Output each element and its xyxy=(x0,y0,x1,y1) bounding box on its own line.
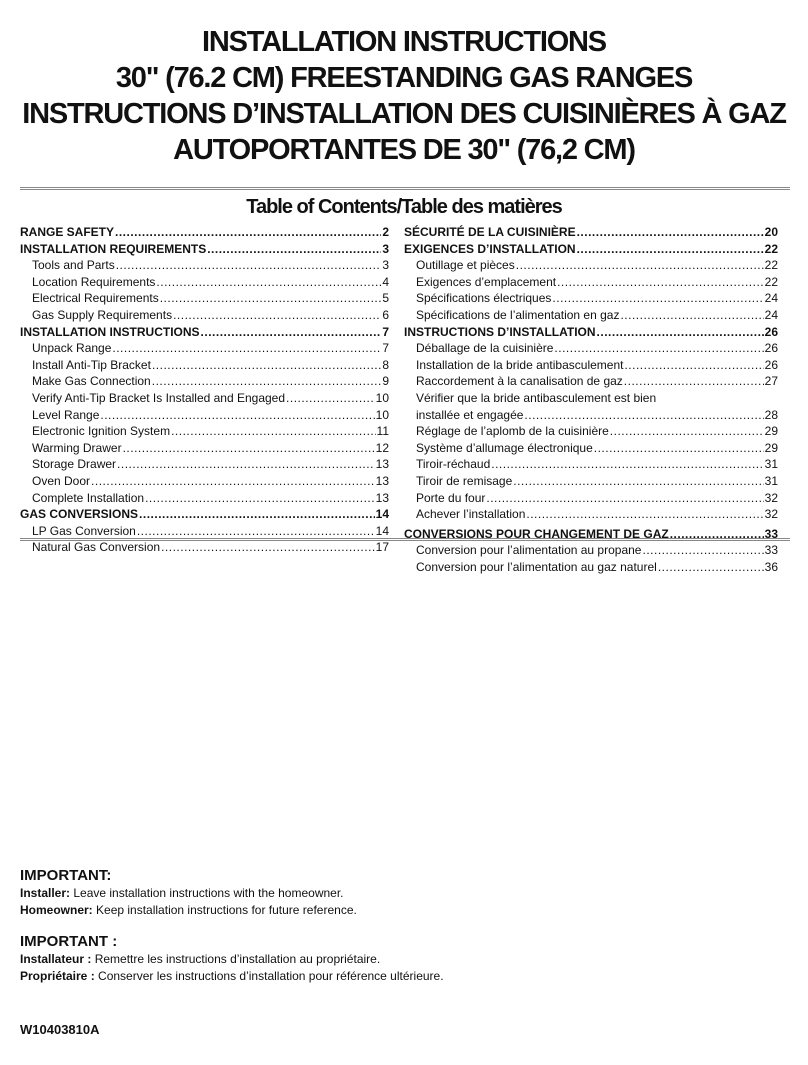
toc-subsection-entry[interactable] xyxy=(404,506,778,523)
toc-subsection-entry[interactable] xyxy=(20,274,389,291)
toc-section-entry[interactable] xyxy=(404,324,778,341)
dot-leader xyxy=(152,373,382,390)
dot-leader xyxy=(624,373,764,390)
proprietaire-text: Conserver les instructions d’installation pour référence ultérieure. xyxy=(94,969,444,983)
toc-subsection-entry[interactable] xyxy=(20,539,389,556)
toc-entry-label: EXIGENCES D’INSTALLATION xyxy=(404,241,576,256)
dot-leader xyxy=(139,506,375,523)
toc-entry-label: Natural Gas Conversion xyxy=(32,540,161,555)
toc-page-number: 24 xyxy=(764,307,778,322)
toc-subsection-entry[interactable] xyxy=(404,456,778,473)
dot-leader xyxy=(201,324,382,341)
dot-leader xyxy=(115,224,381,241)
toc-entry-label: Oven Door xyxy=(32,473,91,488)
toc-page-number: 33 xyxy=(764,526,778,541)
dot-leader xyxy=(161,539,375,556)
toc-page-number: 32 xyxy=(764,507,778,522)
toc-page-number: 14 xyxy=(375,507,389,522)
toc-page-number: 20 xyxy=(764,225,778,239)
installer-note xyxy=(20,885,780,902)
homeowner-note xyxy=(20,902,780,919)
toc-page-number: 14 xyxy=(375,523,389,538)
dot-leader xyxy=(526,506,763,523)
toc-entry-label: Tiroir de remisage xyxy=(416,473,513,488)
toc-entry-label: Electrical Requirements xyxy=(32,291,159,306)
toc-entry-label: Conversion pour l’alimentation au propane xyxy=(416,543,642,558)
toc-subsection-entry[interactable] xyxy=(20,357,389,374)
document-title xyxy=(0,24,808,168)
dot-leader xyxy=(145,490,375,507)
toc-section-entry[interactable] xyxy=(20,241,389,258)
toc-page-number: 36 xyxy=(764,559,778,574)
dot-leader xyxy=(117,456,375,473)
toc-entry-label-line: Vérifier que la bride antibasculement est bien xyxy=(416,390,657,405)
installateur-note xyxy=(20,951,780,968)
toc-page-number: 11 xyxy=(376,424,389,439)
installateur-label: Installateur : xyxy=(20,952,92,966)
toc-entry-label: Electronic Ignition System xyxy=(32,424,171,439)
toc-page-number: 7 xyxy=(382,341,389,356)
part-number: W10403810A xyxy=(20,1022,100,1037)
dot-leader xyxy=(486,490,763,507)
toc-page-number: 27 xyxy=(764,374,778,389)
dot-leader xyxy=(577,241,764,258)
toc-subsection-entry[interactable] xyxy=(404,340,778,357)
toc-page-number: 3 xyxy=(382,241,389,256)
dot-leader xyxy=(610,423,764,440)
toc-subsection-entry[interactable] xyxy=(20,490,389,507)
dot-leader xyxy=(642,542,763,559)
toc-entry-label: INSTALLATION INSTRUCTIONS xyxy=(20,324,200,339)
toc-entry-label: Installation de la bride antibasculement xyxy=(416,357,624,372)
toc-page-number: 9 xyxy=(382,374,389,389)
toc-page-number: 32 xyxy=(764,490,778,505)
dot-leader xyxy=(524,407,763,424)
toc-section-entry[interactable] xyxy=(404,224,778,241)
toc-entry-label: Porte du four xyxy=(416,490,486,505)
toc-subsection-entry[interactable] xyxy=(20,390,389,407)
toc-entry-label: INSTALLATION REQUIREMENTS xyxy=(20,241,207,256)
title-line-3: INSTRUCTIONS D’INSTALLATION DES CUISINIÈRES À GAZ xyxy=(22,98,786,130)
toc-entry-label: Warming Drawer xyxy=(32,440,122,455)
toc-subsection-entry[interactable] xyxy=(404,290,778,307)
toc-entry-label: Tiroir-réchaud xyxy=(416,457,491,472)
proprietaire-label: Propriétaire : xyxy=(20,969,95,983)
toc-page-number: 12 xyxy=(375,440,389,455)
installer-text: Leave installation instructions with the homeowner. xyxy=(70,886,344,900)
toc-page-number: 29 xyxy=(764,440,778,455)
toc-subsection-entry[interactable] xyxy=(20,290,389,307)
toc-entry-label: Achever l’installation xyxy=(416,507,526,522)
toc-page-number: 8 xyxy=(382,357,389,372)
toc-page-number: 5 xyxy=(382,291,389,306)
toc-subsection-entry[interactable] xyxy=(404,473,778,490)
toc-column-french xyxy=(404,224,778,575)
homeowner-label: Homeowner: xyxy=(20,903,93,917)
title-line-2: 30" (76.2 CM) FREESTANDING GAS RANGES xyxy=(115,62,693,94)
toc-entry-label: Spécifications de l’alimentation en gaz xyxy=(416,307,620,322)
toc-subsection-entry[interactable] xyxy=(404,423,778,440)
important-heading-fr: IMPORTANT : xyxy=(20,933,118,950)
toc-subsection-entry[interactable] xyxy=(404,490,778,507)
toc-entry-label: Install Anti-Tip Bracket xyxy=(32,357,151,372)
toc-page-number: 26 xyxy=(764,341,778,356)
toc-subsection-entry[interactable] xyxy=(404,357,778,374)
dot-leader xyxy=(91,473,375,490)
toc-page-number: 3 xyxy=(382,258,389,273)
toc-subsection-entry[interactable] xyxy=(20,307,389,324)
toc-page-number: 10 xyxy=(375,407,389,422)
toc-entry-label: INSTRUCTIONS D’INSTALLATION xyxy=(404,324,596,339)
dot-leader xyxy=(152,357,381,374)
toc-page-number: 31 xyxy=(764,473,778,488)
important-heading: IMPORTANT: xyxy=(20,867,112,884)
toc-subsection-entry[interactable] xyxy=(404,257,778,274)
dot-leader xyxy=(624,357,763,374)
toc-page-number: 13 xyxy=(375,473,389,488)
toc-entry-label: Spécifications électriques xyxy=(416,291,552,306)
dot-leader xyxy=(557,274,764,291)
top-divider xyxy=(20,187,790,190)
homeowner-text: Keep installation instructions for future reference. xyxy=(92,903,357,917)
toc-heading: Table of Contents/Table des matières xyxy=(246,196,562,218)
important-notice-english xyxy=(20,867,780,919)
toc-page-number: 22 xyxy=(764,241,778,256)
dot-leader xyxy=(516,257,764,274)
toc-page-number: 10 xyxy=(375,390,389,405)
toc-subsection-entry[interactable] xyxy=(404,407,778,424)
toc-page-number: 31 xyxy=(764,457,778,472)
dot-leader xyxy=(658,559,764,576)
toc-entry-label: installée et engagée xyxy=(416,407,524,422)
toc-subsection-entry[interactable] xyxy=(20,407,389,424)
toc-entry-label: Outillage et pièces xyxy=(416,258,515,273)
toc-subsection-entry[interactable] xyxy=(404,307,778,324)
dot-leader xyxy=(597,324,764,341)
toc-entry-label: Conversion pour l’alimentation au gaz naturel xyxy=(416,559,657,574)
toc-entry-label: GAS CONVERSIONS xyxy=(20,507,139,522)
dot-leader xyxy=(286,390,375,407)
installateur-text: Remettre les instructions d’installation au propriétaire. xyxy=(91,952,381,966)
toc-subsection-entry[interactable] xyxy=(20,423,389,440)
toc-entry-label: LP Gas Conversion xyxy=(32,523,136,538)
bottom-divider xyxy=(20,538,790,541)
toc-section-entry[interactable] xyxy=(404,241,778,258)
toc-entry-label: Storage Drawer xyxy=(32,457,117,472)
toc-section-entry[interactable] xyxy=(20,506,389,523)
toc-subsection-entry[interactable] xyxy=(20,340,389,357)
toc-subsection-entry[interactable] xyxy=(20,440,389,457)
toc-page-number: 17 xyxy=(375,540,389,555)
toc-entry-label: Exigences d’emplacement xyxy=(416,274,557,289)
toc-subsection-entry[interactable] xyxy=(20,456,389,473)
toc-entry-label: Déballage de la cuisinière xyxy=(416,341,554,356)
dot-leader xyxy=(116,257,382,274)
dot-leader xyxy=(594,440,764,457)
toc-page-number: 26 xyxy=(764,357,778,372)
dot-leader xyxy=(160,290,382,307)
dot-leader xyxy=(100,407,374,424)
dot-leader xyxy=(207,241,381,258)
toc-page-number: 4 xyxy=(382,274,389,289)
important-notice-french xyxy=(20,933,780,985)
title-line-4: AUTOPORTANTES DE 30" (76,2 CM) xyxy=(173,134,635,166)
toc-section-entry[interactable] xyxy=(20,224,389,241)
dot-leader xyxy=(171,423,375,440)
toc-page-number: 22 xyxy=(764,258,778,273)
title-line-1: INSTALLATION INSTRUCTIONS xyxy=(202,26,606,58)
toc-page-number: 24 xyxy=(764,291,778,306)
toc-page-number: 6 xyxy=(382,307,389,322)
toc-entry-label: Système d’allumage électronique xyxy=(416,440,593,455)
toc-page-number: 13 xyxy=(375,490,389,505)
toc-entry-label: CONVERSIONS POUR CHANGEMENT DE GAZ xyxy=(404,526,669,541)
toc-entry-label: Tools and Parts xyxy=(32,258,115,273)
toc-page-number: 22 xyxy=(764,274,778,289)
dot-leader xyxy=(491,456,763,473)
toc-subsection-entry[interactable] xyxy=(404,373,778,390)
toc-entry-label: Unpack Range xyxy=(32,341,112,356)
toc-entry-label: Verify Anti-Tip Bracket Is Installed and Engaged xyxy=(32,390,286,405)
toc-page-number: 2 xyxy=(382,225,389,239)
toc-subsection-entry[interactable] xyxy=(20,523,389,540)
toc-column-english xyxy=(20,224,389,556)
toc-page-number: 26 xyxy=(764,324,778,339)
toc-section-entry[interactable] xyxy=(20,324,389,341)
dot-leader xyxy=(552,290,763,307)
dot-leader xyxy=(577,224,764,241)
proprietaire-note xyxy=(20,968,780,985)
dot-leader xyxy=(513,473,763,490)
toc-entry-label: Raccordement à la canalisation de gaz xyxy=(416,374,623,389)
toc-entry-label: Make Gas Connection xyxy=(32,374,151,389)
toc-subsection-entry[interactable] xyxy=(404,559,778,576)
toc-subsection-entry[interactable] xyxy=(20,257,389,274)
toc-page-number: 7 xyxy=(382,324,389,339)
toc-entry-label: Complete Installation xyxy=(32,490,145,505)
toc-subsection-entry[interactable] xyxy=(20,373,389,390)
toc-subsection-entry[interactable] xyxy=(404,274,778,291)
toc-page-number: 13 xyxy=(375,457,389,472)
dot-leader xyxy=(554,340,763,357)
toc-page-number: 33 xyxy=(764,543,778,558)
dot-leader xyxy=(173,307,381,324)
toc-page-number: 28 xyxy=(764,407,778,422)
toc-entry-label: SÉCURITÉ DE LA CUISINIÈRE xyxy=(404,225,576,239)
toc-entry-label: Location Requirements xyxy=(32,274,156,289)
dot-leader xyxy=(620,307,763,324)
dot-leader xyxy=(156,274,381,291)
toc-subsection-entry[interactable] xyxy=(404,440,778,457)
toc-entry-label: Réglage de l’aplomb de la cuisinière xyxy=(416,424,609,439)
toc-entry-label: RANGE SAFETY xyxy=(20,225,115,239)
dot-leader xyxy=(123,440,375,457)
toc-entry-label: Gas Supply Requirements xyxy=(32,307,173,322)
toc-subsection-entry[interactable] xyxy=(404,542,778,559)
toc-page-number: 29 xyxy=(764,424,778,439)
dot-leader xyxy=(112,340,381,357)
toc-subsection-entry[interactable] xyxy=(20,473,389,490)
dot-leader xyxy=(137,523,375,540)
toc-entry-label: Level Range xyxy=(32,407,100,422)
installer-label: Installer: xyxy=(20,886,71,900)
